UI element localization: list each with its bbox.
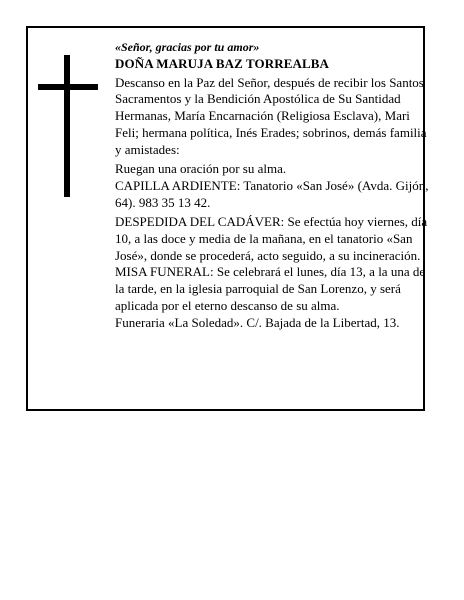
farewell-text: DESPEDIDA DEL CADÁVER: Se efectúa hoy viernes, día 10, a las doce y media de la mañana, en el tanatorio «San José», donde se procederá, acto seguido, a su incineración. xyxy=(115,214,428,263)
cross-icon xyxy=(38,55,98,197)
prayer-request: Ruegan una oración por su alma. xyxy=(115,161,287,177)
rest-in-peace-text: Descanso en la Paz del Señor, después de recibir los Santos Sacramentos y la Bendición Apostólica de Su Santidad xyxy=(115,74,424,107)
deceased-name: DOÑA MARUJA BAZ TORREALBA xyxy=(115,56,330,71)
cross-vertical-bar xyxy=(64,55,70,197)
funeral-home-text: Funeraria «La Soledad». C/. Bajada de la Libertad, 13. xyxy=(115,314,400,330)
religious-motto: «Señor, gracias por tu amor» xyxy=(115,40,260,54)
funeral-mass-text: MISA FUNERAL: Se celebrará el lunes, día 13, a la una de la tarde, en la iglesia parroquial de San Lorenzo, y será aplicada por el eterno descanso de su alma. xyxy=(115,264,426,313)
obituary-text-block xyxy=(115,39,430,331)
cross-horizontal-bar xyxy=(38,84,98,90)
family-text: Hermanas, María Encarnación (Religiosa Esclava), Mari Feli; hermana política, Inés Erades; sobrinos, demás familia y amistades: xyxy=(115,108,427,157)
chapel-text: CAPILLA ARDIENTE: Tanatorio «San José» (Avda. Gijón, 64). 983 35 13 42. xyxy=(115,177,429,210)
